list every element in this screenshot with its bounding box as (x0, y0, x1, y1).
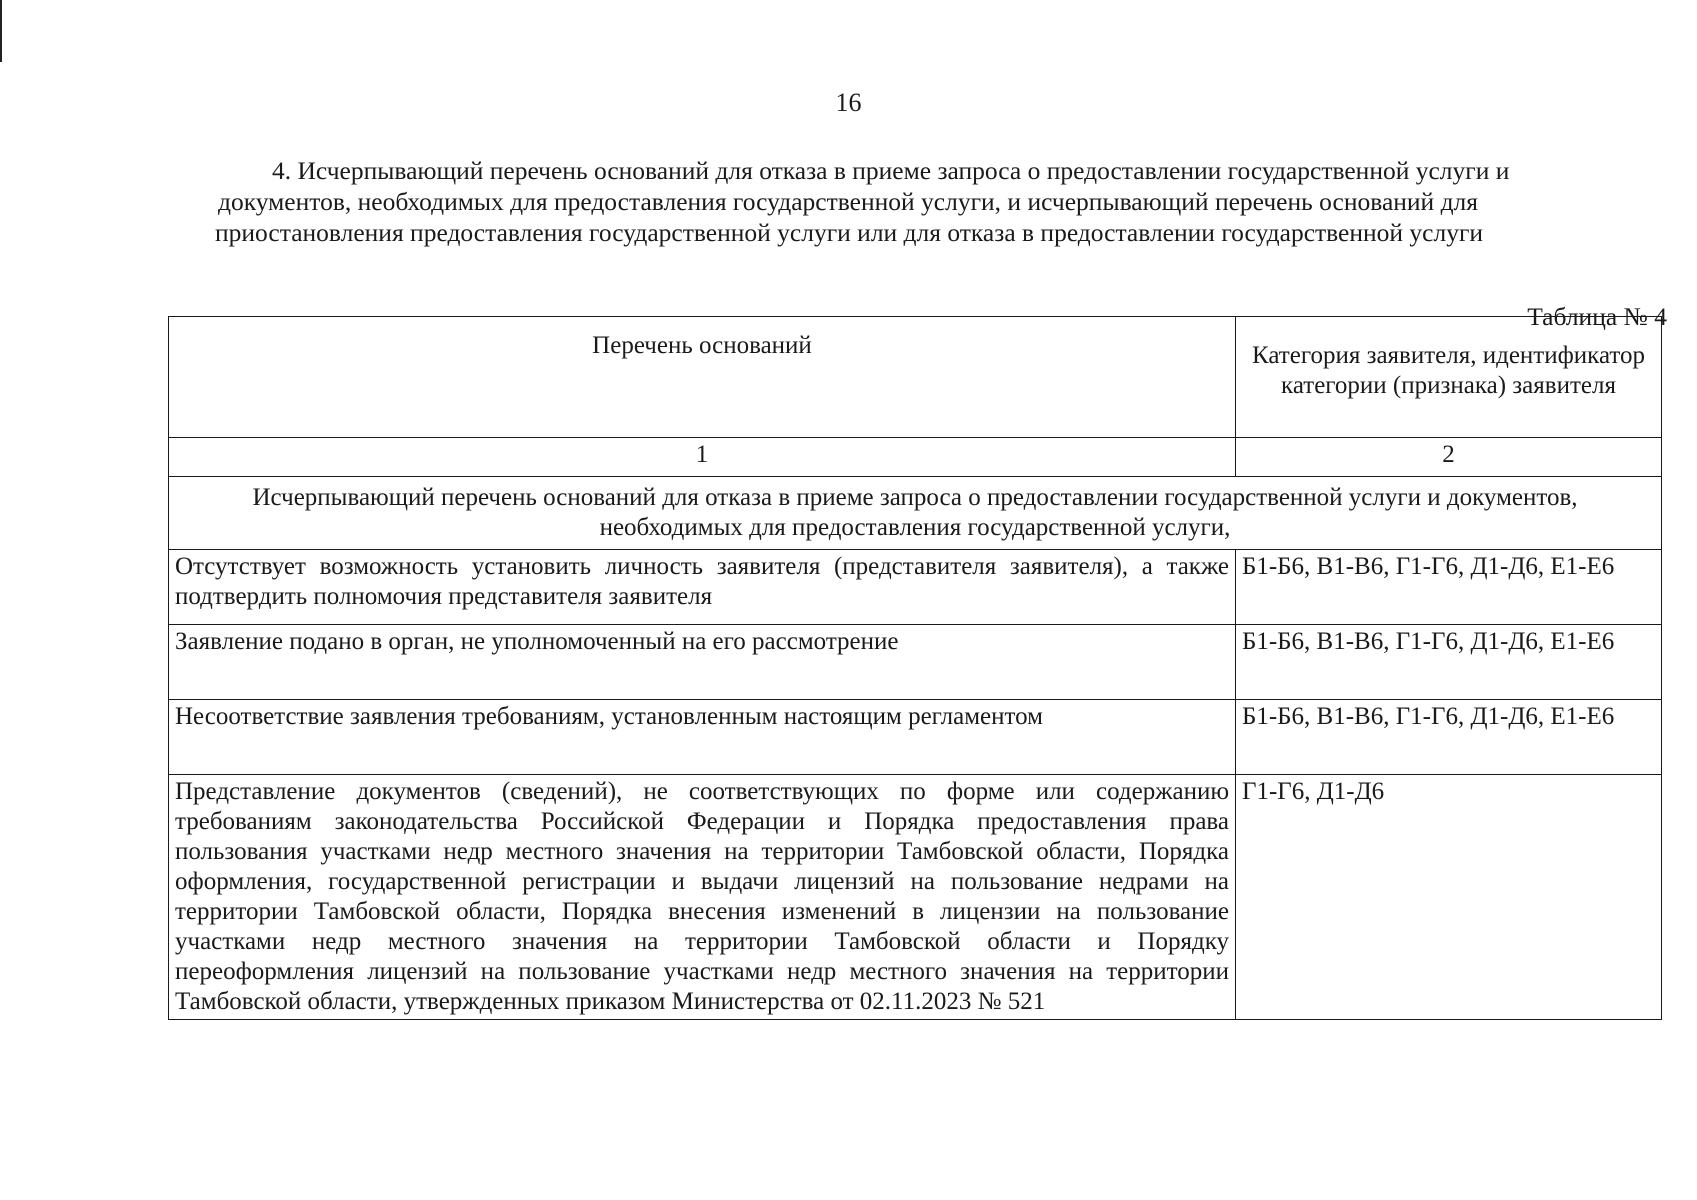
table-row (169, 775, 1662, 1020)
section-heading-line-3: приостановления предоставления государственной услуги или для отказа в предоставлении государственной услуги (215, 218, 1484, 247)
table-caption: Таблица № 4 (1527, 302, 1667, 331)
column-number-1: 1 (169, 438, 1236, 477)
row-basis: Представление документов (сведений), не соответствующих по форме или содержанию требованиям законодательства Российской Федерации и Порядка предоставления права пользования участками недр местного значения на территории Тамбовской области, Порядка оформления, государственной регистрации и выдачи лицензий на пользование недрами на территории Тамбовской области, Порядка внесения изменений в лицензии на пользование участками недр местного значения на территории Тамбовской области и Порядку переоформления лицензий на пользование участками недр местного значения на территории Тамбовской области, утвержденных приказом Министерства от 02.11.2023 № 521 (169, 775, 1236, 1020)
table-row (169, 550, 1662, 625)
column-number-2: 2 (1236, 438, 1662, 477)
header-grounds-list: Перечень оснований (169, 317, 1236, 438)
row-category: Б1-Б6, В1-В6, Г1-Г6, Д1-Д6, Е1-Е6 (1236, 700, 1662, 775)
header-applicant-category: Категория заявителя, идентификатор категории (признака) заявителя (1236, 317, 1662, 438)
section-heading-line-2: документов, необходимых для предоставления государственной услуги, и исчерпывающий перечень оснований для (218, 187, 1479, 216)
table-subheader: Исчерпывающий перечень оснований для отказа в приеме запроса о предоставлении государственной услуги и документов, необходимых для предоставления государственной услуги, (169, 477, 1662, 550)
scan-edge-mark (0, 0, 2, 62)
row-basis: Отсутствует возможность установить личность заявителя (представителя заявителя), а также подтвердить полномочия представителя заявителя (169, 550, 1236, 625)
table-header-row (169, 317, 1662, 438)
row-category: Б1-Б6, В1-В6, Г1-Г6, Д1-Д6, Е1-Е6 (1236, 625, 1662, 700)
row-category: Г1-Г6, Д1-Д6 (1236, 775, 1662, 1020)
row-basis: Несоответствие заявления требованиям, установленным настоящим регламентом (169, 700, 1236, 775)
row-category: Б1-Б6, В1-В6, Г1-Г6, Д1-Д6, Е1-Е6 (1236, 550, 1662, 625)
table-subheader-row (169, 477, 1662, 550)
grounds-table (168, 316, 1662, 1020)
column-number-row (169, 438, 1662, 477)
page-number: 16 (835, 88, 862, 117)
section-heading (215, 155, 1663, 248)
table-row (169, 625, 1662, 700)
table-row (169, 700, 1662, 775)
section-heading-line-1: 4. Исчерпывающий перечень оснований для отказа в приеме запроса о предоставлении государственной услуги и (272, 156, 1510, 185)
row-basis: Заявление подано в орган, не уполномоченный на его рассмотрение (169, 625, 1236, 700)
